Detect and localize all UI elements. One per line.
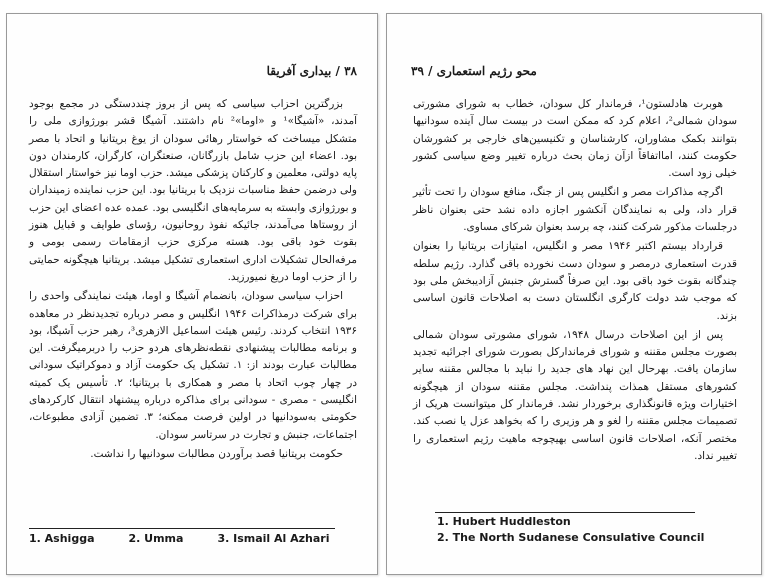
left-footnote-2: 2. Umma [128,532,184,545]
left-paragraph-2: احزاب سیاسی سودان، بانضمام آشیگا و اوما، هیئت نمایندگی واحدی را برای شرکت درمذاکرات ۱۹۴۶ انگلیس و مصر درباره تجدیدنظر در معاهده ۱۹۳۶ انتخاب کردند. رئیس هیئت اسماعیل الازهری³، رهبر حزب آشیگا، بود و برنامه مطالبات پیشنهادی نقطه‌نظرهای هردو حزب را دربرمیگرفت. این مطالبات عبارت بودند از: ۱. تشکیل یک حکومت آزاد و دموکراتیک سودانی در چهار چوب اتحاد با مصر و همکاری با بریتانیا؛ ۲. تأسیس یک کمیته انگلیسی - مصری - سودانی برای مذاکره درباره پیشنهاد انتقال کارکردهای حکومتی به‌سودانیها در اولین فرصت ممکنه؛ ۳. تضمین آزادی مطبوعات، اجتماعات، جنبش و تجارت در سرتاسر سودان. [29,290,358,441]
right-footnotes [437,514,704,546]
left-paragraph-3: حکومت بریتانیا قصد برآوردن مطالبات سودانیها را نداشت. [90,447,343,460]
left-paragraph-1: بزرگترین احزاب سیاسی که پس از بروز چنددستگی در مجمع بوجود آمدند، «آشیگا»¹ و «اوما»² نام داشتند. آشیگا قشر بورژوازی ملی را متشکل میساخت که خواستار رهائی سودان از یوغ بریتانیا و اتحاد با مصر بود. اعضاء این حزب شامل بازرگانان، صنعتگران، کارگران، کارمندان دون پایه دولتی، معلمین و کارکنان پزشکی میشد. حزب اوما نیز خواستار استقلال ولی درضمن حفظ مناسبات نزدیک با بریتانیا بود. این حزب نماینده زمینداران و بورژوازی وابسته به سرمایه‌های انگلیسی بود. عمده عده اعضای این حزب از روستاها می‌آمدند، جائیکه نفوذ روحانیون، رؤسای طوایف و قبایل هنوز بقوت خود باقی بود. هسته مرکزی حزب ازمقامات رسمی بومی و مرفه‌الحال تشکیلات اداری استعماری تشکیل میشد. بریتانیا هیچگونه حمایتی را از حزب اوما دریغ نمیورزید. [29,98,358,283]
left-page [6,13,378,575]
left-page-body [29,96,357,465]
right-footnote-2: 2. The North Sudanese Consulative Council [437,531,705,544]
right-paragraph-4: پس از این اصلاحات درسال ۱۹۴۸، شورای مشورتی سودان شمالی بصورت مجلس مقننه و شورای فرماندارکل بصورت شورای اجرائیه تجدید سازمان یافت. بهرحال این نهاد های جدید را نباید با مجالس مقننه سایر کشورهای مستقل همذات پنداشت. مجلس مقننه سودان از هیچگونه اختیارات ویژه قانونگذاری برخوردار نشد. فرماندار کل میتوانست هریک از تصمیمات مجلس مقننه را لغو و هر وزیری را که بخواهد عزل یا نصب کند. مختصر آنکه، اصلاحات قانون اساسی بهیچوجه ماهیت رژیم استعماری را تغییر نداد. [413,328,737,462]
right-footnote-rule [435,512,695,513]
right-paragraph-3: قرارداد بیستم اکتبر ۱۹۴۶ مصر و انگلیس، امتیازات بریتانیا را بعنوان قدرت استعماری درمصر و سودان دست نخورده باقی گذارد. رژیم سلطه چندگانه بقوت خود باقی بود. این صرفاً گسترش جنبش آزادیبخش ملی بود که موجب شد دولت کارگری انگلستان دست به اصلاحات قانون اساسی بزند. [413,240,737,322]
right-paragraph-1: هوبرت هادلستون¹، فرماندار کل سودان، خطاب به شورای مشورتی سودان شمالی²، اعلام کرد که ممکن است در بیست سال آینده سودانیها بتوانند بکمک مشاوران، کارشناسان و تکنیسین‌های خارجی بر کشورشان حکومت کنند، امااتفاقاً ازآن زمان بحث درباره تغییر وضع سیاسی کشور خیلی زود است. [413,98,737,180]
left-footnotes [29,532,330,545]
right-paragraph-2: اگرچه مذاکرات مصر و انگلیس پس از جنگ، منافع سودان را تحت تأثیر قرار داد، ولی به نمایندگان آنکشور اجازه داده نشد حتی بعنوان ناظر درجلسات مذکور شرکت کنند، چه برسد بعنوان شرکای مساوی. [413,186,737,234]
right-page-header: محو رژیم استعماری / ۳۹ [411,64,537,78]
right-page [386,13,762,575]
right-page-body [413,96,737,467]
left-footnote-1: 1. Ashigga [29,532,95,545]
left-footnote-3: 3. Ismail Al Azhari [217,532,330,545]
left-page-header: ۳۸ / بیداری آفریقا [266,64,357,78]
left-footnote-rule [29,528,335,529]
right-footnote-1: 1. Hubert Huddleston [437,515,571,528]
